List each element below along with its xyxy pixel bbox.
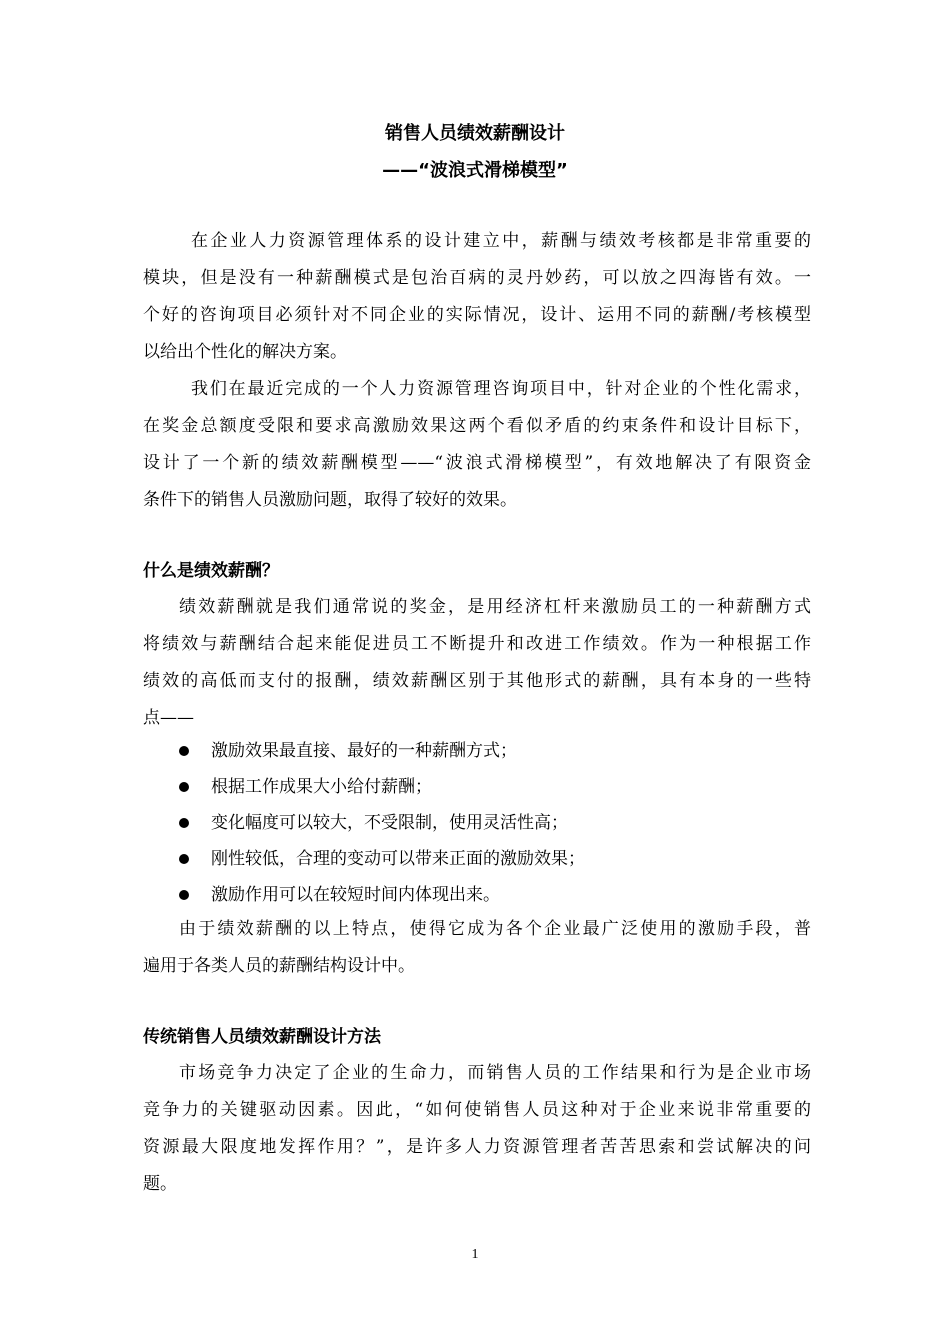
section1-p2-line-1: 由于绩效薪酬的以上特点，使得它成为各个企业最广泛使用的激励手段，普 [179,919,811,939]
bullet-icon [179,854,189,864]
intro-p1-line-4: 以给出个性化的解决方案。 [143,342,347,362]
bullet-text: 变化幅度可以较大，不受限制，使用灵活性高； [211,813,568,833]
bullet-text: 根据工作成果大小给付薪酬； [211,777,432,797]
section2-p1-line-1: 市场竞争力决定了企业的生命力，而销售人员的工作结果和行为是企业市场 [179,1063,811,1083]
section1-p1-line-1: 绩效薪酬就是我们通常说的奖金，是用经济杠杆来激励员工的一种薪酬方式 [179,597,811,617]
page-number: 1 [471,1247,479,1262]
intro-p2-line-4: 条件下的销售人员激励问题，取得了较好的效果。 [143,490,517,510]
section2-p1-line-4: 题。 [143,1174,177,1194]
intro-p1-line-1: 在企业人力资源管理体系的设计建立中，薪酬与绩效考核都是非常重要的 [191,231,811,251]
document-title: 销售人员绩效薪酬设计 [385,123,565,144]
intro-p2-line-3: 设计了一个新的绩效薪酬模型——“波浪式滑梯模型”，有效地解决了有限资金 [143,453,811,473]
section-heading-traditional-design: 传统销售人员绩效薪酬设计方法 [143,1027,381,1047]
section1-p2-line-2: 遍用于各类人员的薪酬结构设计中。 [143,956,415,976]
bullet-icon [179,782,189,792]
bullet-text: 激励效果最直接、最好的一种薪酬方式； [211,741,517,761]
bullet-icon [179,890,189,900]
intro-p1-line-2: 模块，但是没有一种薪酬模式是包治百病的灵丹妙药，可以放之四海皆有效。一 [143,268,811,288]
document-subtitle: ——“波浪式滑梯模型” [382,160,568,181]
intro-p2-line-1: 我们在最近完成的一个人力资源管理咨询项目中，针对企业的个性化需求， [191,379,811,399]
section1-p1-line-3: 绩效的高低而支付的报酬，绩效薪酬区别于其他形式的薪酬，具有本身的一些特 [143,671,811,691]
intro-p2-line-2: 在奖金总额度受限和要求高激励效果这两个看似矛盾的约束条件和设计目标下， [143,416,811,436]
bullet-text: 刚性较低，合理的变动可以带来正面的激励效果； [211,849,585,869]
section1-p1-line-4: 点—— [143,708,194,728]
bullet-text: 激励作用可以在较短时间内体现出来。 [211,885,500,905]
section1-p1-line-2: 将绩效与薪酬结合起来能促进员工不断提升和改进工作绩效。作为一种根据工作 [143,634,811,654]
section2-p1-line-3: 资源最大限度地发挥作用？”，是许多人力资源管理者苦苦思索和尝试解决的问 [143,1137,811,1157]
section2-p1-line-2: 竞争力的关键驱动因素。因此，“如何使销售人员这种对于企业来说非常重要的 [143,1100,811,1120]
bullet-icon [179,746,189,756]
section-heading-performance-pay: 什么是绩效薪酬？ [143,561,279,581]
intro-p1-line-3: 个好的咨询项目必须针对不同企业的实际情况，设计、运用不同的薪酬/考核模型 [143,305,811,325]
bullet-icon [179,818,189,828]
